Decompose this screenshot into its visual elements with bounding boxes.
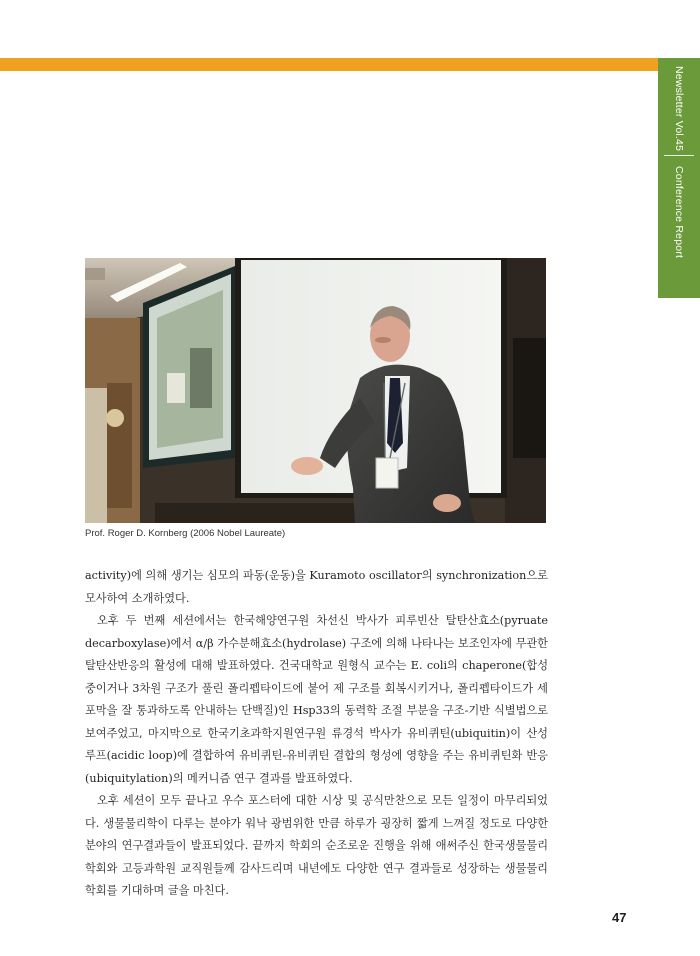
paragraph: 오후 세션이 모두 끝나고 우수 포스터에 대한 시상 및 공식만찬으로 모든 일정이 마무리되었다. 생물물리학이 다루는 분야가 워낙 광범위한 만큼 하루가 굉장히 짧게 느껴질 정도로 다양한 분야의 연구결과들이 발표되었다. 끝까지 학회의 순조로운 진행을 위해 애써주신 한국생물물리학회와 고등과학원 교직원들께 감사드리며 내년에도 다양한 연구 결과들로 성장하는 생물물리학회를 기대하며 글을 마친다.: [85, 794, 548, 897]
side-tab-section-label: Conference Report: [673, 166, 685, 259]
paragraph: activity)에 의해 생기는 심모의 파동(운동)을 Kuramoto oscillator의 synchronization으로 모사하여 소개하였다.: [85, 569, 548, 605]
speaker-photo: [85, 258, 546, 523]
article-body: [85, 565, 548, 903]
side-tab-divider: [664, 155, 694, 156]
side-tab: [658, 58, 700, 298]
paragraph: 오후 두 번째 세션에서는 한국해양연구원 차선신 박사가 피루빈산 탈탄산효소(pyruate decarboxylase)에서 α/β 가수분해효소(hydrolase) 구조에 의해 나타나는 보조인자에 무관한 탈탄산반응의 활성에 대해 발표하였다. 건국대학교 원형식 교수는 E. coli의 chaperone(합성중이거나 3차원 구조가 풀린 폴리펩타이드에 붙어 제 구조를 회복시키거나, 폴리펩타이드가 세포막을 잘 통과하도록 안내하는 단백질)인 Hsp33의 동력학 조절 부분을 구조-기반 식별법으로 보여주었고, 마지막으로 한국기초과학지원연구원 류경석 박사가 유비퀴틴(ubiquitin)이 산성 루프(acidic loop)에 결합하여 유비퀴틴-유비퀴틴 결합의 형성에 영향을 주는 유비퀴틴화 반응(ubiquitylation)의 메커니즘 연구 결과를 발표하였다.: [85, 614, 548, 785]
header-accent-bar: [0, 58, 658, 71]
page-number: 47: [612, 910, 627, 925]
side-tab-newsletter-label: Newsletter Vol.45: [673, 66, 685, 152]
photo-caption: Prof. Roger D. Kornberg (2006 Nobel Laureate): [85, 528, 286, 539]
